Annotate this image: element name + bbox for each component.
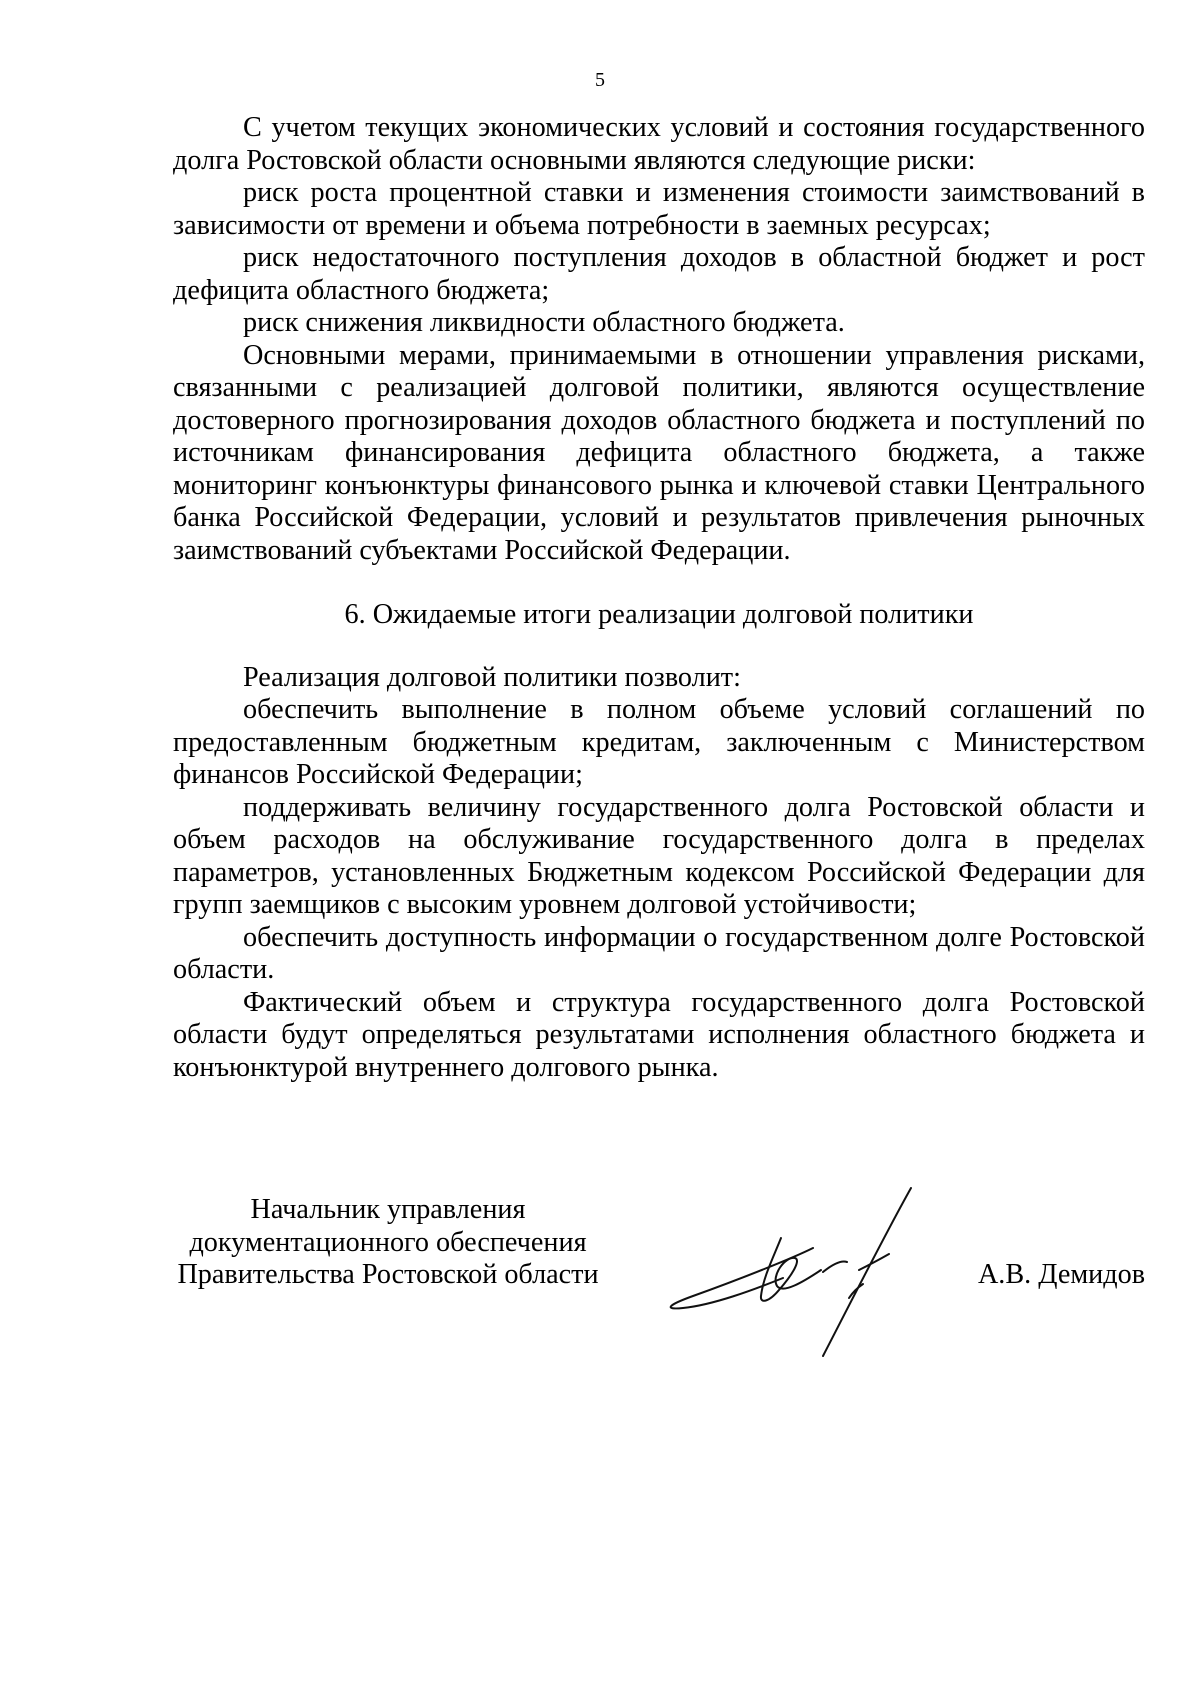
paragraph-risks-intro: С учетом текущих экономических условий и состояния государственного долга Ростовской области основными являются следующие риски: [173, 112, 1145, 176]
signatory-position-line: Правительства Ростовской области [177, 1259, 599, 1290]
page-number: 5 [595, 69, 605, 91]
paragraph-risk-measures: Основными мерами, принимаемыми в отношении управления рисками, связанными с реализацией долговой политики, являются осуществление достоверного прогнозирования доходов областного бюджета и поступлений по источникам финансирования дефицита областного бюджета, а также мониторинг конъюнктуры финансового рынка и ключевой ставки Центрального банка Российской Федерации, условий и результатов привлечения рыночных заимствований субъектами Российской Федерации. [173, 339, 1145, 566]
paragraph-result-debt-level: поддерживать величину государственного долга Ростовской области и объем расходов на обслуживание государственного долга в пределах параметров, установленных Бюджетным кодексом Российской Федерации для групп заемщиков с высоким уровнем долговой устойчивости; [173, 791, 1145, 920]
signature-block [173, 1194, 1145, 1364]
paragraph-result-actual: Фактический объем и структура государственного долга Ростовской области будут определяться результатами исполнения областного бюджета и конъюнктурой внутреннего долгового рынка. [173, 986, 1145, 1083]
signatory-name: А.В. Демидов [977, 1259, 1145, 1290]
paragraph-risk-interest-rate: риск роста процентной ставки и изменения стоимости заимствований в зависимости от времени и объема потребности в заемных ресурсах; [173, 177, 1145, 241]
paragraph-risk-liquidity: риск снижения ликвидности областного бюджета. [243, 307, 845, 338]
signatory-position [173, 1194, 603, 1292]
handwritten-signature [653, 1178, 923, 1378]
paragraph-risk-revenue: риск недостаточного поступления доходов в областной бюджет и рост дефицита областного бюджета; [173, 242, 1145, 306]
signatory-position-line: Начальник управления [250, 1194, 526, 1225]
section-title: 6. Ожидаемые итоги реализации долговой политики [344, 599, 974, 630]
signatory-position-line: документационного обеспечения [189, 1226, 587, 1258]
paragraph-results-intro: Реализация долговой политики позволит: [243, 661, 741, 693]
document-body [173, 112, 1145, 1084]
paragraph-result-credits: обеспечить выполнение в полном объеме условий соглашений по предоставленным бюджетным кредитам, заключенным с Министерством финансов Российской Федерации; [173, 694, 1145, 790]
paragraph-result-info: обеспечить доступность информации о государственном долге Ростовской области. [173, 921, 1145, 985]
